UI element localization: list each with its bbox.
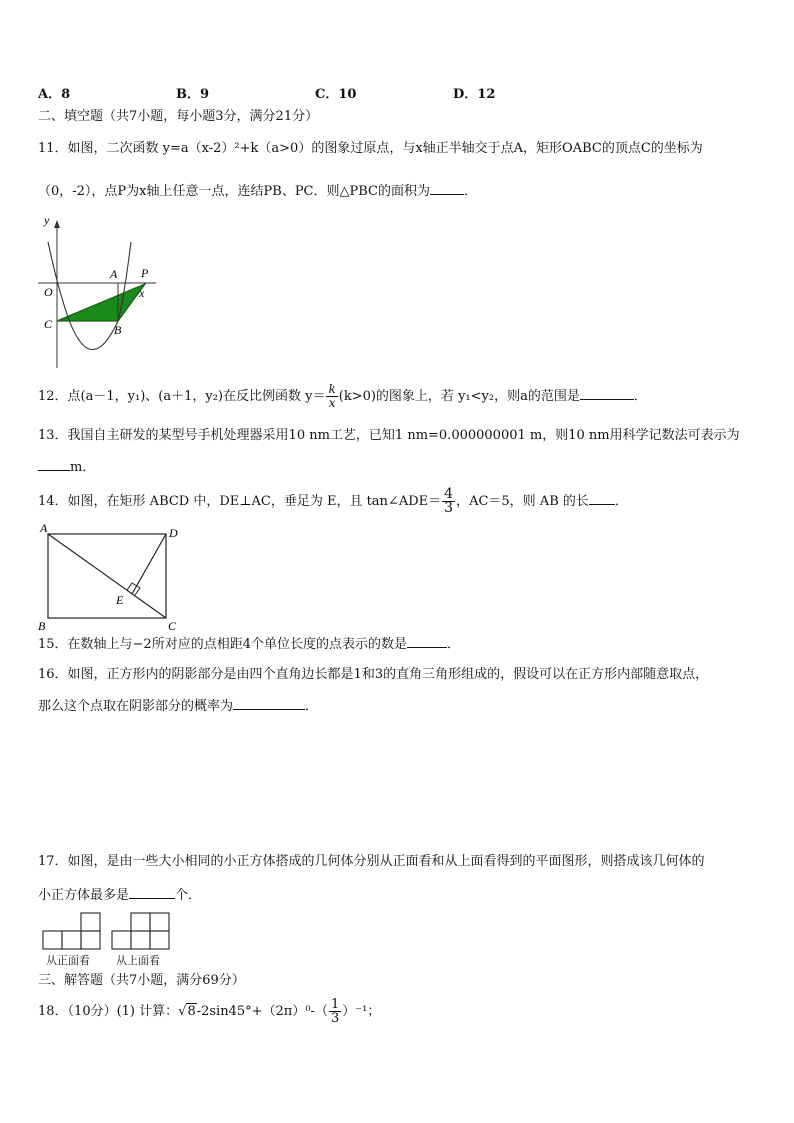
q11-triangle-pbc — [57, 284, 145, 321]
q14-segment-de — [132, 534, 166, 594]
q14-answer-blank[interactable] — [589, 492, 615, 505]
q12-frac-den: x — [328, 396, 336, 410]
q13-answer-blank[interactable] — [38, 458, 70, 471]
q12 — [38, 382, 647, 412]
q14 — [38, 486, 628, 518]
q12-frac-num: k — [328, 382, 336, 396]
q11-label-y: y — [44, 213, 50, 227]
q13-line1: 13．我国自主研发的某型号手机处理器采用10 nm工艺，已知1 nm=0.000000001 m，则10 nm用科学记数法可表示为 — [38, 428, 740, 443]
option-c: C．10 — [315, 87, 357, 102]
q18-fraction — [329, 998, 341, 1025]
q12-answer-blank[interactable] — [580, 387, 634, 400]
option-b: B．9 — [176, 87, 210, 102]
q11-label-c: C — [44, 317, 53, 331]
q16-line1: 16．如图，正方形内的阴影部分是由四个直角边长都是1和3的直角三角形组成的，假设可以在正方形内部随意取点， — [38, 667, 709, 682]
q11-line2 — [38, 182, 477, 201]
q17-line2-end: 个． — [175, 888, 202, 903]
q14-label-b: B — [38, 619, 46, 632]
q12-text-pre: 12．点(a－1，y₁)、(a＋1，y₂)在反比例函数 y＝ — [38, 389, 326, 404]
section3-heading: 三、解答题（共7小题，满分69分） — [38, 973, 245, 988]
q11-answer-blank[interactable] — [430, 182, 464, 195]
q14-right-angle-mark — [127, 583, 140, 595]
q17-line2-text: 小正方体最多是 — [38, 888, 130, 903]
q14-label-e: E — [116, 593, 124, 607]
q14-end: ． — [614, 494, 628, 509]
q16-line2 — [38, 697, 318, 716]
q17-line2 — [38, 886, 201, 905]
q11-label-o: O — [44, 285, 53, 299]
q14-figure — [36, 520, 186, 632]
q14-text-pre: 14．如图，在矩形 ABCD 中，DE⊥AC，垂足为 E，且 tan∠ADE＝ — [38, 494, 442, 509]
q11-label-b: B — [114, 323, 122, 337]
q15 — [38, 635, 460, 654]
q11-label-p: P — [141, 266, 149, 280]
q14-diagonal-ac — [48, 534, 166, 618]
q12-text-post: (k>0)的图象上，若 y₁<y₂，则a的范围是 — [338, 389, 580, 404]
q16-line2-text: 那么这个点取在阴影部分的概率为 — [38, 699, 234, 714]
q17-top-view — [111, 912, 171, 952]
q14-label-c: C — [168, 619, 177, 632]
q17-front-view — [42, 912, 102, 952]
q15-answer-blank[interactable] — [407, 635, 447, 648]
sqrt-icon: √ — [178, 1004, 187, 1019]
q13-line2-text: m． — [70, 460, 96, 475]
section2-heading: 二、填空题（共7小题，每小题3分，满分21分） — [38, 109, 319, 124]
q11-figure — [38, 208, 168, 373]
q14-fraction — [442, 488, 455, 515]
q14-label-d: D — [169, 526, 178, 540]
q15-text: 15．在数轴上与−2所对应的点相距4个单位长度的点表示的数是 — [38, 637, 407, 652]
q18 — [38, 996, 380, 1028]
q11-line2-end: ． — [464, 184, 478, 199]
q11-line1: 11．如图，二次函数 y=a（x-2）²+k（a>0）的图象过原点，与x轴正半轴交于点A，矩形OABC的顶点C的坐标为 — [38, 141, 703, 156]
q11-label-a: A — [110, 267, 118, 281]
q18-frac-den: 3 — [330, 1011, 340, 1026]
q13-line2 — [38, 458, 95, 477]
q15-end: ． — [446, 637, 460, 652]
q14-frac-den: 3 — [444, 500, 454, 516]
q16-end: ． — [305, 699, 319, 714]
q17-answer-blank[interactable] — [129, 886, 175, 899]
q18-text-post: ）⁻¹； — [342, 1004, 381, 1019]
q17-top-caption: 从上面看 — [116, 954, 160, 967]
option-a: A．8 — [38, 87, 71, 102]
q11-label-x: x — [139, 286, 145, 300]
option-d: D．12 — [453, 87, 496, 102]
q18-sqrt — [178, 996, 197, 1028]
q11-line2-text: （0，-2），点P为x轴上任意一点，连结PB、PC．则△PBC的面积为 — [38, 184, 430, 199]
q18-frac-num: 1 — [330, 997, 340, 1012]
q11-y-arrow — [54, 220, 60, 228]
q14-label-a: A — [40, 521, 48, 535]
q14-frac-num: 4 — [444, 486, 454, 502]
q12-end: ． — [633, 389, 647, 404]
q17-line1: 17．如图，是由一些大小相同的小正方体搭成的几何体分别从正面看和从上面看得到的平面图形，则搭成该几何体的 — [38, 854, 705, 869]
q14-text-post: ，AC＝5，则 AB 的长 — [456, 494, 589, 509]
q12-fraction — [326, 383, 337, 410]
q18-text-mid: -2sin45°+（2π）⁰-（ — [196, 1004, 328, 1019]
q17-front-caption: 从正面看 — [46, 954, 90, 967]
q16-answer-blank[interactable] — [233, 697, 305, 710]
q18-radicand: 8 — [187, 1004, 196, 1019]
q18-text-pre: 18．（10分）(1) 计算： — [38, 1004, 179, 1019]
